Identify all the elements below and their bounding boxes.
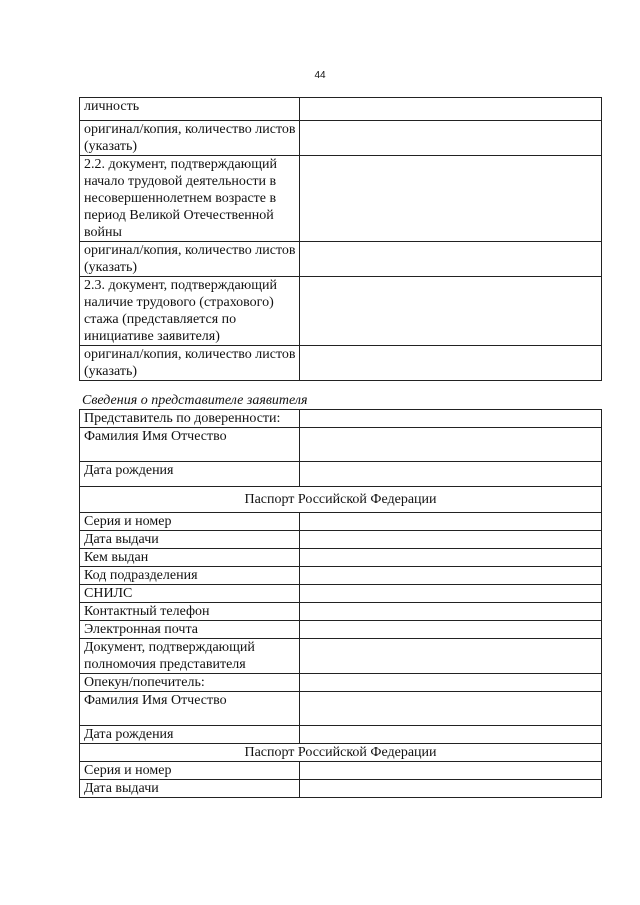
row-label: СНИЛС (80, 585, 300, 603)
row-value-field[interactable] (300, 780, 602, 798)
row-value-field[interactable] (300, 621, 602, 639)
row-label: Фамилия Имя Отчество (80, 428, 300, 462)
row-value-field[interactable] (300, 98, 602, 121)
row-label: 2.2. документ, подтверждающий начало трудовой деятельности в несовершеннолетнем возрасте в период Великой Отечественной войны (80, 156, 300, 242)
table-row (80, 692, 602, 726)
table-row (80, 277, 602, 346)
row-value-field[interactable] (300, 156, 602, 242)
table-row (80, 585, 602, 603)
table-row (80, 549, 602, 567)
row-label: Фамилия Имя Отчество (80, 692, 300, 726)
row-value-field[interactable] (300, 121, 602, 156)
row-value-field[interactable] (300, 762, 602, 780)
table-row (80, 242, 602, 277)
row-label: Дата рождения (80, 726, 300, 744)
table-row (80, 567, 602, 585)
row-value-field[interactable] (300, 531, 602, 549)
table-row (80, 487, 602, 513)
row-value-field[interactable] (300, 410, 602, 428)
representative-table (79, 409, 602, 798)
table-row (80, 780, 602, 798)
row-value-field[interactable] (300, 242, 602, 277)
table-row (80, 513, 602, 531)
row-value-field[interactable] (300, 692, 602, 726)
row-value-field[interactable] (300, 603, 602, 621)
table-row (80, 531, 602, 549)
table-row (80, 462, 602, 487)
row-label: Серия и номер (80, 762, 300, 780)
row-value-field[interactable] (300, 674, 602, 692)
page-number: 44 (314, 70, 326, 81)
guardian-label: Опекун/попечитель: (80, 674, 300, 692)
documents-table (79, 97, 602, 381)
table-row (80, 98, 602, 121)
table-row (80, 674, 602, 692)
row-label: Дата рождения (80, 462, 300, 487)
row-value-field[interactable] (300, 346, 602, 381)
table-row (80, 156, 602, 242)
row-label: 2.3. документ, подтверждающий наличие трудового (страхового) стажа (представляется по инициативе заявителя) (80, 277, 300, 346)
table-row (80, 603, 602, 621)
row-label: оригинал/копия, количество листов (указать) (80, 242, 300, 277)
table-row (80, 639, 602, 674)
row-value-field[interactable] (300, 428, 602, 462)
proxy-label: Представитель по доверенности: (80, 410, 300, 428)
row-value-field[interactable] (300, 462, 602, 487)
table-row (80, 410, 602, 428)
table-row (80, 744, 602, 762)
row-value-field[interactable] (300, 639, 602, 674)
row-value-field[interactable] (300, 585, 602, 603)
table-row (80, 726, 602, 744)
table-row (80, 346, 602, 381)
passport-header: Паспорт Российской Федерации (80, 744, 602, 762)
row-label: оригинал/копия, количество листов (указать) (80, 121, 300, 156)
row-label: Дата выдачи (80, 780, 300, 798)
row-value-field[interactable] (300, 549, 602, 567)
row-label: Серия и номер (80, 513, 300, 531)
table-row (80, 428, 602, 462)
passport-header: Паспорт Российской Федерации (80, 487, 602, 513)
row-label: Дата выдачи (80, 531, 300, 549)
row-label: Код подразделения (80, 567, 300, 585)
row-value-field[interactable] (300, 567, 602, 585)
row-label: оригинал/копия, количество листов (указать) (80, 346, 300, 381)
row-label: личность (80, 98, 300, 121)
table-row (80, 762, 602, 780)
table-row (80, 121, 602, 156)
row-label: Электронная почта (80, 621, 300, 639)
table-row (80, 621, 602, 639)
row-value-field[interactable] (300, 277, 602, 346)
row-label: Документ, подтверждающий полномочия представителя (80, 639, 300, 674)
row-label: Кем выдан (80, 549, 300, 567)
section-title: Сведения о представителе заявителя (82, 393, 308, 408)
row-label: Контактный телефон (80, 603, 300, 621)
row-value-field[interactable] (300, 513, 602, 531)
row-value-field[interactable] (300, 726, 602, 744)
